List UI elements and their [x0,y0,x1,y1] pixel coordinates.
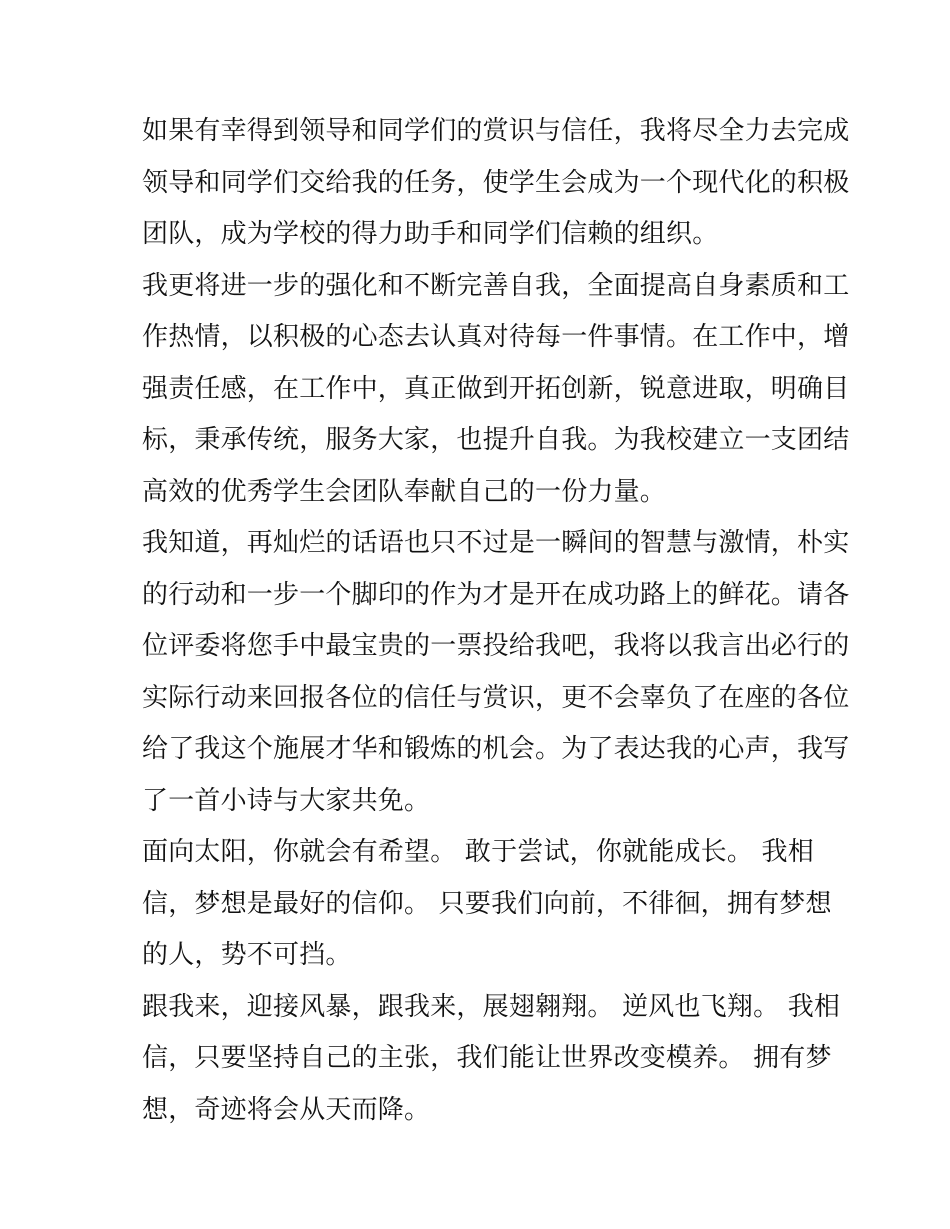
text-line: 面向太阳，你就会有希望。 敢于尝试，你就能成长。 我相 [142,837,814,867]
poem-stanza-1 [142,827,832,982]
text-line: 给了我这个施展才华和锻炼的机会。为了表达我的心声，我写 [142,734,850,764]
text-line: 我更将进一步的强化和不断完善自我，全面提高自身素质和工 [142,270,850,301]
text-line: 如果有幸得到领导和同学们的赏识与信任，我将尽全力去完成 [142,116,850,146]
text-line: 高效的优秀学生会团队奉献自己的一份力量。 [142,476,667,507]
text-line: 我知道，再灿烂的话语也只不过是一瞬间的智慧与激情，朴实 [142,528,850,558]
text-line: 团队，成为学校的得力助手和同学们信赖的组织。 [142,219,719,249]
text-line: 标，秉承传统，服务大家，也提升自我。为我校建立一支团结 [142,425,850,455]
text-line: 实际行动来回报各位的信任与赏识，更不会辜负了在座的各位 [142,682,850,713]
text-line: 的行动和一步一个脚印的作为才是开在成功路上的鲜花。请各 [142,579,850,610]
text-line: 跟我来，迎接风暴，跟我来，展翅翱翔。 逆风也飞翔。 我相 [142,991,841,1022]
text-line: 想，奇迹将会从天而降。 [142,1094,431,1125]
document-body [142,106,850,1136]
text-line: 信，只要坚持自己的主张，我们能让世界改变模养。 拥有梦 [142,1043,832,1073]
text-line: 的人，势不可挡。 [142,940,352,970]
text-line: 信，梦想是最好的信仰。 只要我们向前，不徘徊，拥有梦想 [142,888,832,919]
text-line: 了一首小诗与大家共免。 [142,785,431,816]
paragraph-1 [142,106,850,261]
text-line: 作热情，以积极的心态去认真对待每一件事情。在工作中，增 [142,322,850,352]
text-line: 位评委将您手中最宝贵的一票投给我吧，我将以我言出必行的 [142,631,850,661]
text-line: 领导和同学们交给我的任务，使学生会成为一个现代化的积极 [142,167,850,198]
paragraph-3 [142,518,850,827]
poem-stanza-2 [142,982,841,1137]
paragraph-2 [142,261,850,519]
text-line: 强责任感，在工作中，真正做到开拓创新，锐意进取，明确目 [142,373,850,404]
